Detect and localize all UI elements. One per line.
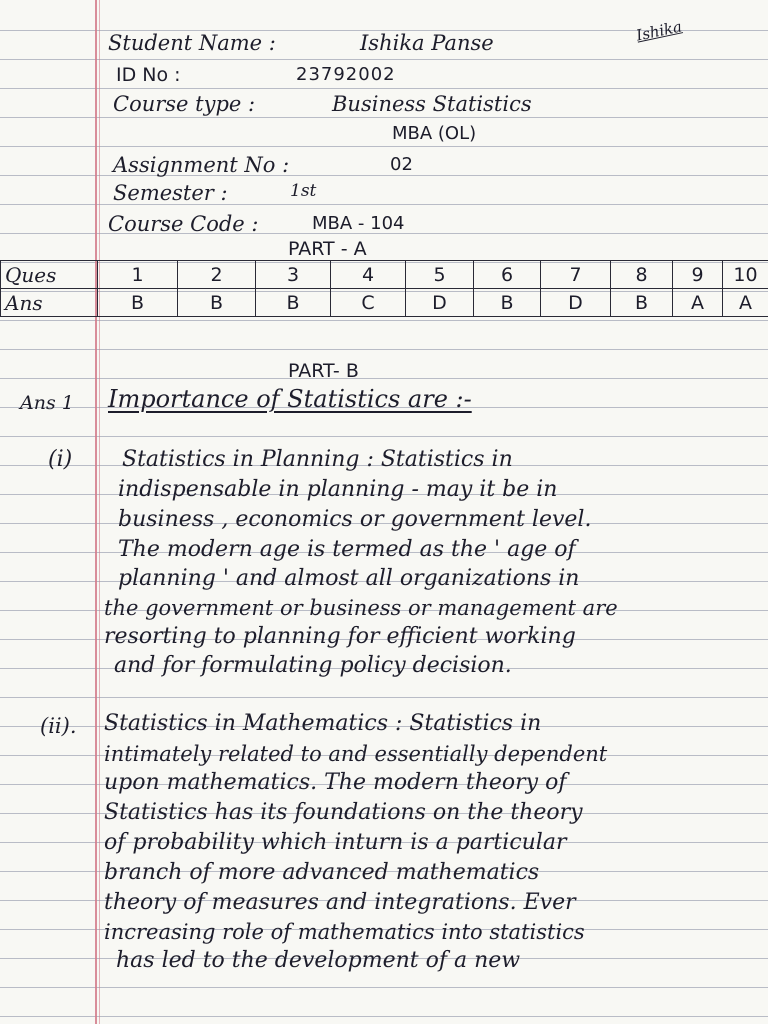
answer-heading: Importance of Statistics are :-	[108, 385, 472, 413]
answer-cell: B	[178, 289, 256, 317]
point-line: intimately related to and essentially dependent	[104, 742, 608, 766]
question-number: 1	[98, 261, 178, 289]
point-line: planning ' and almost all organizations in	[118, 566, 580, 591]
point-line: of probability which inturn is a particular	[104, 830, 567, 855]
answer-cell: B	[256, 289, 331, 317]
assignment-label: Assignment No :	[113, 153, 290, 177]
student-name-value: Ishika Panse	[360, 31, 494, 55]
point-line: increasing role of mathematics into statistics	[104, 920, 585, 944]
answer-table	[0, 260, 768, 317]
answer-cell: A	[723, 289, 768, 317]
question-number: 8	[611, 261, 673, 289]
point-line: Statistics in Planning : Statistics in	[122, 447, 513, 472]
answer-row-label: Ans	[1, 289, 98, 317]
question-number: 7	[541, 261, 611, 289]
point-line: resorting to planning for efficient working	[104, 624, 576, 649]
part-a-title: PART - A	[288, 238, 367, 260]
point-line: branch of more advanced mathematics	[104, 860, 540, 885]
signature: Ishika	[634, 17, 684, 45]
point-marker: (i)	[48, 447, 73, 472]
point-line: business , economics or government level.	[118, 507, 592, 532]
student-name-label: Student Name :	[108, 31, 276, 55]
course-code-label: Course Code :	[108, 212, 259, 236]
margin-line	[95, 0, 97, 1024]
point-line: indispensable in planning - may it be in	[118, 477, 558, 502]
course-type-label: Course type :	[113, 92, 256, 116]
point-line: theory of measures and integrations. Ever	[104, 890, 576, 915]
answer-cell: D	[541, 289, 611, 317]
assignment-value: 02	[390, 154, 413, 175]
question-number: 4	[331, 261, 406, 289]
program-name-value: MBA (OL)	[392, 123, 477, 144]
point-line: Statistics has its foundations on the theory	[104, 800, 583, 825]
point-line: Statistics in Mathematics : Statistics in	[104, 711, 542, 736]
answer-cell: B	[98, 289, 178, 317]
course-code-value: MBA - 104	[312, 213, 405, 234]
answer-cell: B	[474, 289, 541, 317]
part-b-title: PART- B	[288, 360, 359, 382]
answer-cell: B	[611, 289, 673, 317]
point-line: has led to the development of a new	[116, 948, 521, 973]
answer-row	[1, 289, 768, 317]
question-number: 10	[723, 261, 768, 289]
margin-line-inner	[99, 0, 100, 1024]
question-number: 9	[673, 261, 723, 289]
point-line: the government or business or management are	[104, 596, 618, 620]
point-line: upon mathematics. The modern theory of	[104, 770, 567, 795]
answer-cell: C	[331, 289, 406, 317]
id-value: 23792002	[296, 64, 396, 85]
question-number: 6	[474, 261, 541, 289]
question-number: 3	[256, 261, 331, 289]
question-number: 5	[406, 261, 474, 289]
answer-number: Ans 1	[20, 392, 74, 414]
question-number: 2	[178, 261, 256, 289]
answer-cell: D	[406, 289, 474, 317]
question-row	[1, 261, 768, 289]
id-label: ID No :	[116, 64, 181, 86]
point-marker: (ii).	[40, 714, 77, 738]
answer-cell: A	[673, 289, 723, 317]
course-type-value: Business Statistics	[332, 92, 532, 116]
semester-value: 1st	[290, 181, 317, 201]
point-line: The modern age is termed as the ' age of	[118, 537, 576, 562]
semester-label: Semester :	[113, 181, 228, 205]
point-line: and for formulating policy decision.	[114, 653, 512, 678]
question-row-label: Ques	[1, 261, 98, 289]
